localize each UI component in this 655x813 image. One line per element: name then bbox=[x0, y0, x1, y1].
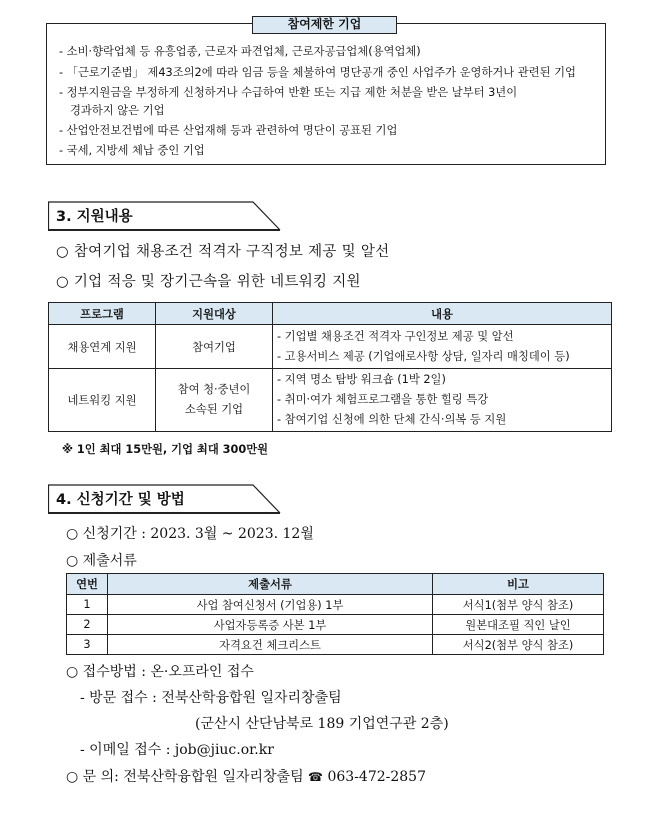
restriction-item: - 산업안전보건법에 따른 산업재해 등과 관련하여 명단이 공표된 기업 bbox=[59, 124, 398, 137]
visit-address: (군산시 산단남북로 189 기업연구관 2층) bbox=[195, 716, 449, 732]
table-header: 제출서류 bbox=[108, 574, 433, 595]
table-header: 지원대상 bbox=[156, 303, 273, 325]
submission-method: ○ 접수방법 : 온·오프라인 접수 bbox=[66, 664, 254, 680]
inquiry-line bbox=[66, 766, 426, 786]
content-line: - 고용서비스 제공 (기업애로사항 상담, 일자리 매칭데이 등) bbox=[277, 349, 570, 363]
row-number: 2 bbox=[67, 615, 108, 635]
table-header: 프로그램 bbox=[49, 303, 156, 325]
row-number: 1 bbox=[67, 595, 108, 615]
support-bullet: ○ 참여기업 채용조건 적격자 구직정보 제공 및 알선 bbox=[56, 244, 390, 260]
content-cell bbox=[273, 325, 612, 369]
table-row bbox=[67, 595, 604, 615]
document-note: 원본대조필 직인 날인 bbox=[433, 615, 604, 635]
program-cell: 채용연계 지원 bbox=[49, 325, 156, 369]
visit-submission: - 방문 접수 : 전북산학융합원 일자리창출팀 bbox=[80, 690, 342, 706]
document-note: 서식2(첨부 양식 참조) bbox=[433, 635, 604, 655]
row-number: 3 bbox=[67, 635, 108, 655]
restriction-title: 참여제한 기업 bbox=[252, 16, 397, 34]
target-line: 소속된 기업 bbox=[184, 403, 244, 416]
phone-icon: ☎ bbox=[308, 770, 323, 784]
restriction-box bbox=[46, 23, 606, 165]
content-line: - 참여기업 신청에 의한 단체 간식·의복 등 지원 bbox=[277, 413, 507, 426]
restriction-item: - 국세, 지방세 체납 중인 기업 bbox=[59, 144, 205, 157]
target-cell bbox=[156, 369, 273, 432]
documents-table bbox=[66, 573, 604, 655]
documents-label: ○ 제출서류 bbox=[66, 553, 137, 569]
table-header: 연번 bbox=[67, 574, 108, 595]
section4-title: 4. 신청기간 및 방법 bbox=[56, 492, 185, 508]
table-row bbox=[67, 615, 604, 635]
table-row bbox=[49, 369, 612, 432]
target-line: 참여 청·중년이 bbox=[177, 383, 251, 396]
content-line: - 기업별 채용조건 적격자 구인정보 제공 및 알선 bbox=[277, 329, 514, 343]
support-note: ※ 1인 최대 15만원, 기업 최대 300만원 bbox=[62, 443, 269, 456]
email-submission: - 이메일 접수 : job@jiuc.or.kr bbox=[80, 742, 274, 758]
content-line: - 취미·여가 체험프로그램을 통한 힐링 특강 bbox=[277, 393, 489, 406]
inquiry-label: ○ 문 의: 전북산학융합원 일자리창출팀 bbox=[66, 769, 304, 785]
target-cell: 참여기업 bbox=[156, 325, 273, 369]
restriction-item: - 소비·향락업체 등 유흥업종, 근로자 파견업체, 근로자공급업체(용역업체) bbox=[59, 45, 421, 58]
document-note: 서식1(첨부 양식 참조) bbox=[433, 595, 604, 615]
content-cell bbox=[273, 369, 612, 432]
support-table bbox=[48, 302, 612, 432]
phone-number: 063-472-2857 bbox=[327, 769, 426, 785]
restriction-item: 경과하지 않은 기업 bbox=[70, 104, 165, 117]
table-header: 내용 bbox=[273, 303, 612, 325]
document-name: 사업자등록증 사본 1부 bbox=[108, 615, 433, 635]
document-name: 자격요건 체크리스트 bbox=[108, 635, 433, 655]
application-period: ○ 신청기간 : 2023. 3월 ~ 2023. 12월 bbox=[66, 526, 314, 542]
support-bullet: ○ 기업 적응 및 장기근속을 위한 네트워킹 지원 bbox=[56, 274, 361, 290]
section4-header bbox=[48, 484, 288, 512]
program-cell: 네트워킹 지원 bbox=[49, 369, 156, 432]
section3-header bbox=[48, 201, 288, 229]
restriction-item: - 「근로기준법」 제43조의2에 따라 임금 등을 체불하여 명단공개 중인 사업주가 운영하거나 관련된 기업 bbox=[59, 66, 576, 79]
section3-title: 3. 지원내용 bbox=[56, 209, 133, 225]
table-row bbox=[67, 635, 604, 655]
document-name: 사업 참여신청서 (기업용) 1부 bbox=[108, 595, 433, 615]
restriction-item: - 정부지원금을 부정하게 신청하거나 수급하여 반환 또는 지급 제한 처분을 받은 날부터 3년이 bbox=[59, 86, 518, 99]
table-header: 비고 bbox=[433, 574, 604, 595]
content-line: - 지역 명소 탐방 워크숍 (1박 2일) bbox=[277, 373, 446, 386]
table-row bbox=[49, 325, 612, 369]
